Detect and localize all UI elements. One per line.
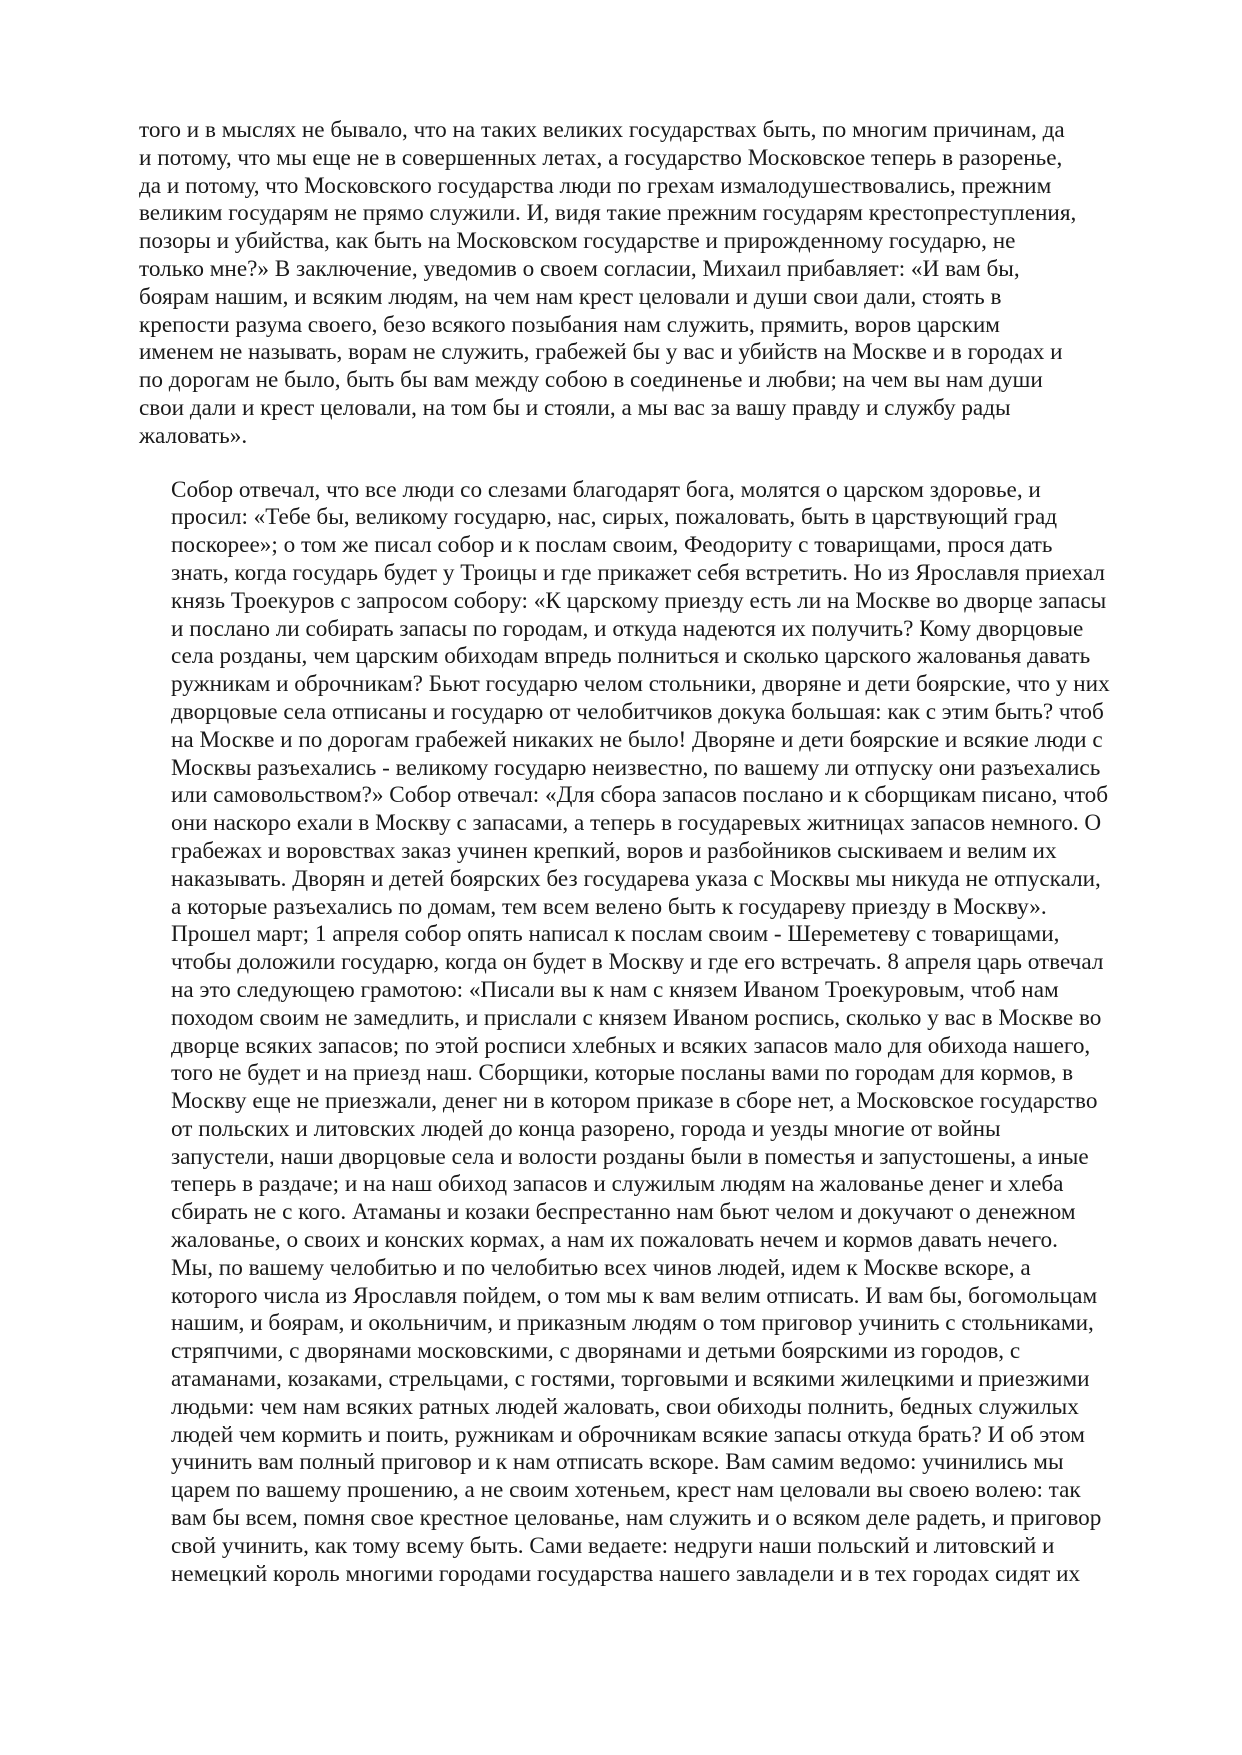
text-line: людьми: чем нам всяких ратных людей жаловать, свои обиходы полнить, бедных служилых xyxy=(171,1393,1079,1420)
text-line: запустели, наши дворцовые села и волости розданы были в поместья и запустошены, а иные xyxy=(171,1143,1089,1170)
text-line: свой учинить, как тому всему быть. Сами ведаете: недруги наши польский и литовский и xyxy=(171,1532,1055,1559)
text-line: боярам нашим, и всяким людям, на чем нам крест целовали и души свои дали, стоять в xyxy=(139,283,1002,310)
text-line: немецкий король многими городами государства нашего завладели и в тех городах сидят их xyxy=(171,1560,1081,1587)
text-line: крепости разума своего, безо всякого позыбания нам служить, прямить, воров царским xyxy=(139,311,1000,338)
text-line: Москвы разъехались - великому государю неизвестно, по вашему ли отпуску они разъехались xyxy=(171,754,1101,781)
paragraph-1 xyxy=(139,117,1119,451)
text-line: теперь в раздаче; и на наш обиход запасов и служилым людям на жалованье денег и хлеба xyxy=(171,1171,1064,1198)
text-line: Москву еще не приезжали, денег ни в котором приказе в сборе нет, а Московское государство xyxy=(171,1088,1098,1115)
paragraph-2 xyxy=(139,477,1119,1589)
text-line: только мне?» В заключение, уведомив о своем согласии, Михаил прибавляет: «И вам бы, xyxy=(139,255,1020,282)
text-line: царем по вашему прошению, а не своим хотеньем, крест нам целовали вы своею волею: так xyxy=(171,1477,1081,1504)
text-line: Собор отвечал, что все люди со слезами благодарят бога, молятся о царском здоровье, и xyxy=(171,476,1041,503)
text-line: учинить вам полный приговор и к нам отписать вскоре. Вам самим ведомо: учинились мы xyxy=(171,1449,1064,1476)
text-line: чтобы доложили государю, когда он будет в Москву и где его встречать. 8 апреля царь отвечал xyxy=(171,949,1104,976)
text-line: ружникам и оброчникам? Бьют государю челом стольники, дворяне и дети боярские, что у них xyxy=(171,671,1110,698)
text-line: Мы, по вашему челобитью и по челобитью всех чинов людей, идем к Москве вскоре, а xyxy=(171,1254,1031,1281)
text-line: и потому, что мы еще не в совершенных летах, а государство Московское теперь в разоренье, xyxy=(139,144,1063,171)
text-line: поскорее»; о том же писал собор и к послам своим, Феодориту с товарищами, прося дать xyxy=(171,532,1053,559)
text-line: нашим, и боярам, и окольничим, и приказным людям о том приговор учинить с стольниками, xyxy=(171,1310,1094,1337)
text-line: на это следующею грамотою: «Писали вы к нам с князем Иваном Троекуровым, чтоб нам xyxy=(171,976,1059,1003)
text-line: на Москве и по дорогам грабежей никаких не было! Дворяне и дети боярские и всякие люди с xyxy=(171,726,1103,753)
text-line: знать, когда государь будет у Троицы и где прикажет себя встретить. Но из Ярославля приехал xyxy=(171,559,1105,586)
text-line: а которые разъехались по домам, тем всем велено быть к государеву приезду в Москву». xyxy=(171,893,1047,920)
text-line: наказывать. Дворян и детей боярских без государева указа с Москвы мы никуда не отпускали, xyxy=(171,865,1101,892)
text-line: позоры и убийства, как быть на Московском государстве и прирожденному государю, не xyxy=(139,228,1016,255)
text-line: они наскоро ехали в Москву с запасами, а теперь в государевых житницах запасов немного. О xyxy=(171,810,1102,837)
text-line: людей чем кормить и поить, ружникам и оброчникам всякие запасы откуда брать? И об этом xyxy=(171,1421,1085,1448)
text-line: жалованье, о своих и конских кормах, а нам их пожаловать нечем и кормов давать нечего. xyxy=(171,1227,1058,1254)
document-text xyxy=(139,117,1119,1588)
text-line: или самовольством?» Собор отвечал: «Для сбора запасов послано и к сборщикам писано, чтоб xyxy=(171,782,1109,809)
text-line: дворце всяких запасов; по этой росписи хлебных и всяких запасов мало для обихода нашего, xyxy=(171,1032,1091,1059)
text-line: стряпчими, с дворянами московскими, с дворянами и детьми боярскими из городов, с xyxy=(171,1338,1021,1365)
text-line: по дорогам не было, быть бы вам между собою в соединенье и любви; на чем вы нам души xyxy=(139,367,1043,394)
text-line: да и потому, что Московского государства люди по грехам измалодушествовались, прежним xyxy=(139,172,1052,199)
text-line: того и в мыслях не бывало, что на таких великих государствах быть, по многим причинам, да xyxy=(139,117,1065,143)
text-line: сбирать не с кого. Атаманы и козаки беспрестанно нам бьют челом и докучают о денежном xyxy=(171,1199,1076,1226)
text-line: атаманами, козаками, стрельцами, с гостями, торговыми и всякими жилецкими и приезжими xyxy=(171,1366,1090,1393)
text-line: которого числа из Ярославля пойдем, о том мы к вам велим отписать. И вам бы, богомольцам xyxy=(171,1282,1098,1309)
text-line: жаловать». xyxy=(139,422,248,449)
text-line: походом своим не замедлить, и прислали с князем Иваном роспись, сколько у вас в Москве во xyxy=(171,1004,1102,1031)
text-line: вам бы всем, помня свое крестное целованье, нам служить и о всяком деле радеть, и приговор xyxy=(171,1505,1102,1532)
text-line: от польских и литовских людей до конца разорено, города и уезды многие от войны xyxy=(171,1115,1001,1142)
text-line: того не будет и на приезд наш. Сборщики, которые посланы вами по городам для кормов, в xyxy=(171,1060,1074,1087)
text-line: великим государям не прямо служили. И, видя такие прежним государям крестопреступления, xyxy=(139,200,1077,227)
text-line: грабежах и воровствах заказ учинен крепкий, воров и разбойников сыскиваем и велим их xyxy=(171,837,1057,864)
text-line: свои дали и крест целовали, на том бы и стояли, а мы вас за вашу правду и службу рады xyxy=(139,394,1011,421)
text-line: именем не называть, ворам не служить, грабежей бы у вас и убийств на Москве и в городах и xyxy=(139,339,1063,366)
text-line: просил: «Тебе бы, великому государю, нас, сирых, пожаловать, быть в царствующий град xyxy=(171,504,1058,531)
text-line: Прошел март; 1 апреля собор опять написал к послам своим - Шереметеву с товарищами, xyxy=(171,921,1060,948)
text-line: князь Троекуров с запросом собору: «К царскому приезду есть ли на Москве во дворце запасы xyxy=(171,587,1107,614)
text-line: дворцовые села отписаны и государю от челобитчиков докука большая: как с этим быть? чтоб xyxy=(171,698,1104,725)
text-line: и послано ли собирать запасы по городам, и откуда надеются их получить? Кому дворцовые xyxy=(171,615,1084,642)
text-line: села розданы, чем царским обиходам впредь полниться и сколько царского жалованья давать xyxy=(171,643,1091,670)
